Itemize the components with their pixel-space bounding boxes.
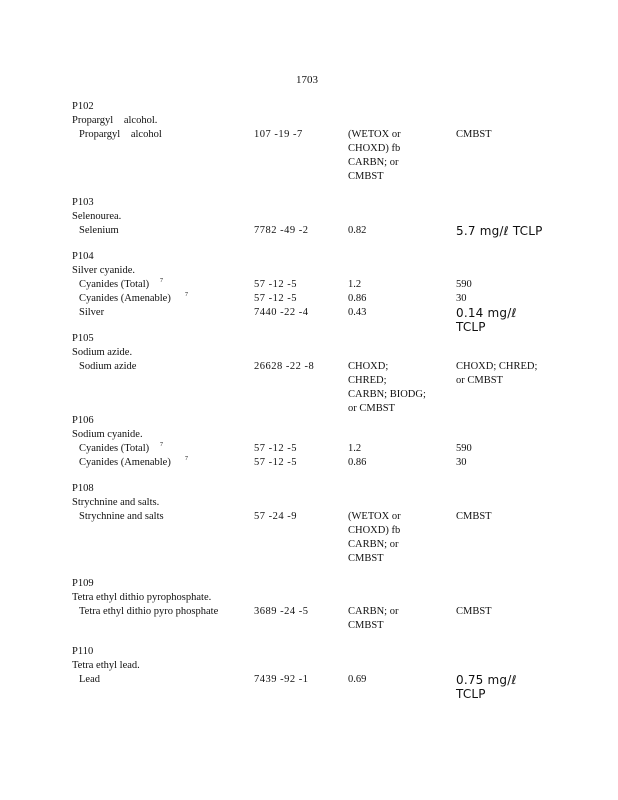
constituent-name: Cyanides (Total) <box>79 443 150 454</box>
constituent-name: Silver <box>79 307 105 318</box>
cas-number: 107 -19 -7 <box>254 129 303 140</box>
cas-number: 57 -24 -9 <box>254 511 297 522</box>
constituent-name: Cyanides (Amenable) <box>79 293 171 304</box>
constituent-row <box>72 442 572 456</box>
constituent-row <box>72 510 572 566</box>
waste-entry-p108 <box>72 482 572 566</box>
constituent-row <box>72 456 572 470</box>
footnote-marker: 7 <box>185 456 188 462</box>
nonwastewater-standard: 590 <box>456 443 472 454</box>
nonwastewater-standard: 30 <box>456 293 467 304</box>
constituent-name: Selenium <box>79 225 119 236</box>
cas-number: 7439 -92 -1 <box>254 674 309 685</box>
constituent-name: Lead <box>79 674 100 685</box>
cas-number: 7440 -22 -4 <box>254 307 309 318</box>
cas-number: 57 -12 -5 <box>254 457 297 468</box>
waste-entry-p109 <box>72 577 572 633</box>
cas-number: 3689 -24 -5 <box>254 606 309 617</box>
nonwastewater-standard: CMBST <box>456 606 492 617</box>
wastewater-standard: 0.86 <box>348 293 367 304</box>
constituent-row <box>72 224 572 238</box>
nonwastewater-standard: 5.7 mg/ℓ TCLP <box>456 224 543 238</box>
waste-entry-p105 <box>72 332 572 416</box>
waste-entry-p106 <box>72 414 572 470</box>
waste-code: P102 <box>72 101 94 112</box>
waste-code: P108 <box>72 483 94 494</box>
wastewater-standard: (WETOX or CHOXD) fb CARBN; or CMBST <box>348 511 401 564</box>
waste-name: Silver cyanide. <box>72 265 135 276</box>
waste-code: P104 <box>72 251 94 262</box>
wastewater-standard: 1.2 <box>348 443 362 454</box>
waste-code: P109 <box>72 578 94 589</box>
waste-entry-p103 <box>72 196 572 238</box>
footnote-marker: 7 <box>160 442 163 448</box>
waste-code: P110 <box>72 646 94 657</box>
wastewater-standard: 1.2 <box>348 279 362 290</box>
wastewater-standard: CHOXD; CHRED; CARBN; BIODG; or CMBST <box>348 361 426 414</box>
constituent-row <box>72 278 572 292</box>
constituent-row <box>72 360 572 416</box>
waste-code: P105 <box>72 333 94 344</box>
waste-entry-p102 <box>72 100 572 184</box>
constituent-row <box>72 605 572 633</box>
waste-name: Sodium cyanide. <box>72 429 143 440</box>
nonwastewater-standard: CMBST <box>456 129 492 140</box>
waste-name: Selenourea. <box>72 211 122 222</box>
nonwastewater-standard: 30 <box>456 457 467 468</box>
nonwastewater-standard: 0.75 mg/ℓ TCLP <box>456 673 517 701</box>
wastewater-standard: 0.69 <box>348 674 367 685</box>
constituent-name: Cyanides (Amenable) <box>79 457 171 468</box>
waste-name: Sodium azide. <box>72 347 133 358</box>
nonwastewater-standard: 590 <box>456 279 472 290</box>
waste-name: Propargyl alcohol. <box>72 115 158 126</box>
waste-code: P103 <box>72 197 94 208</box>
wastewater-standard: 0.43 <box>348 307 367 318</box>
footnote-marker: 7 <box>160 278 163 284</box>
cas-number: 26628 -22 -8 <box>254 361 315 372</box>
constituent-row <box>72 292 572 306</box>
constituent-name: Cyanides (Total) <box>79 279 150 290</box>
cas-number: 57 -12 -5 <box>254 293 297 304</box>
wastewater-standard: 0.86 <box>348 457 367 468</box>
cas-number: 57 -12 -5 <box>254 443 297 454</box>
waste-code: P106 <box>72 415 94 426</box>
constituent-row <box>72 306 572 334</box>
nonwastewater-standard: 0.14 mg/ℓ TCLP <box>456 306 517 334</box>
wastewater-standard: CARBN; or CMBST <box>348 606 399 631</box>
constituent-name: Tetra ethyl dithio pyro phosphate <box>79 606 219 617</box>
nonwastewater-standard: CHOXD; CHRED; or CMBST <box>456 361 538 386</box>
constituent-row <box>72 128 572 184</box>
cas-number: 7782 -49 -2 <box>254 225 309 236</box>
waste-name: Strychnine and salts. <box>72 497 160 508</box>
constituent-name: Sodium azide <box>79 361 137 372</box>
cas-number: 57 -12 -5 <box>254 279 297 290</box>
waste-name: Tetra ethyl dithio pyrophosphate. <box>72 592 212 603</box>
nonwastewater-standard: CMBST <box>456 511 492 522</box>
page-number: 1703 <box>296 74 318 86</box>
wastewater-standard: 0.82 <box>348 225 367 236</box>
waste-name: Tetra ethyl lead. <box>72 660 140 671</box>
waste-entry-p110 <box>72 645 572 701</box>
constituent-name: Strychnine and salts <box>79 511 164 522</box>
waste-entry-p104 <box>72 250 572 334</box>
wastewater-standard: (WETOX or CHOXD) fb CARBN; or CMBST <box>348 129 401 182</box>
constituent-name: Propargyl alcohol <box>79 129 162 140</box>
constituent-row <box>72 673 572 701</box>
footnote-marker: 7 <box>185 292 188 298</box>
